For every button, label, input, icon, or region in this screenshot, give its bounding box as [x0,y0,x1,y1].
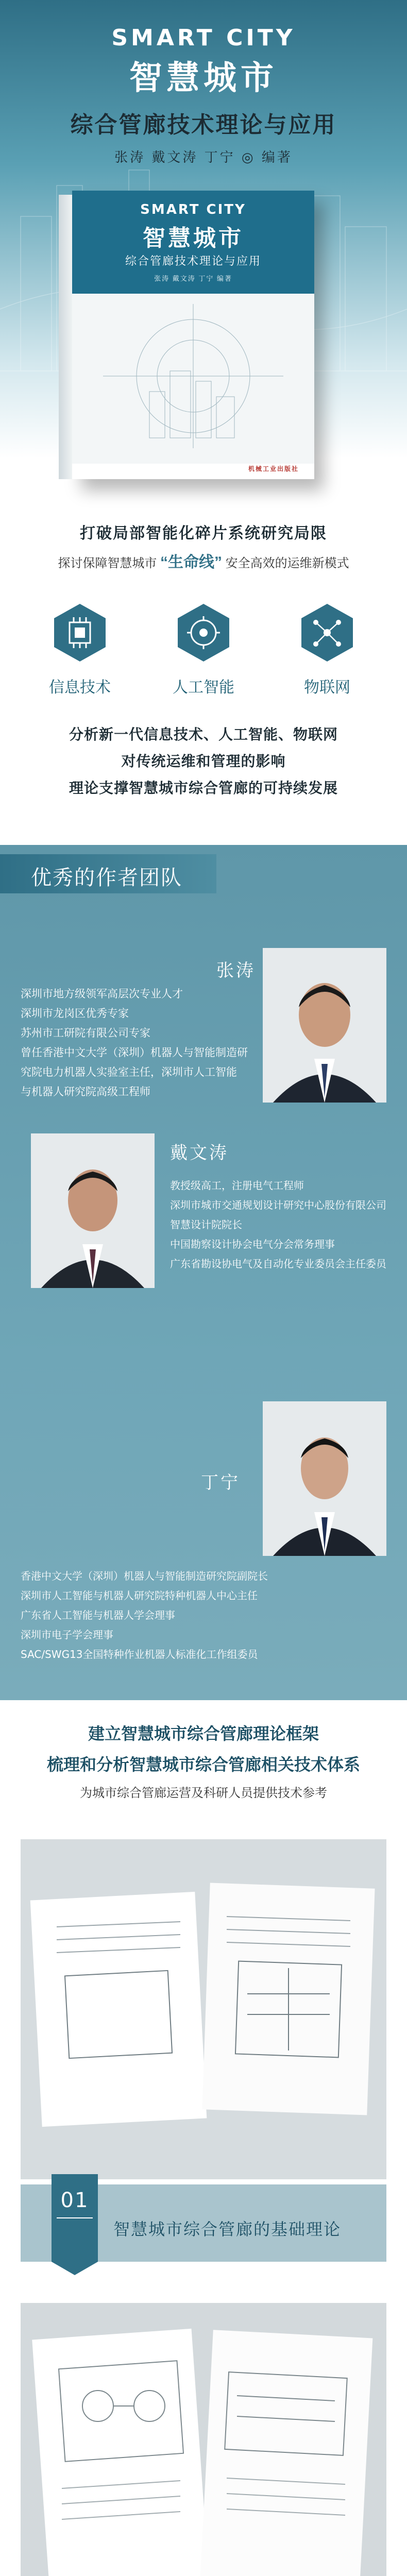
author-card-dai [0,1133,407,1401]
hero-authors: 张涛 戴文涛 丁宁 ◎ 编著 [114,150,293,165]
tagline: 打破局部智能化碎片系统研究局限 [80,524,327,543]
bio-line: 教授级高工，注册电气工程师 [170,1179,304,1192]
open-book-pages-image [21,2303,386,2576]
bio-line: 香港中文大学（深圳）机器人与智能制造研究院副院长 [21,1570,268,1582]
bio-line: 曾任香港中文大学（深圳）机器人与智能制造研 [21,1046,248,1059]
author-card-zhang [0,845,407,1133]
feature-title: 智慧城市综合管廊的基础理论 [113,2219,342,2239]
author-bio [170,1176,397,1274]
book-subtitle: 综合管廊技术理论与应用 [125,255,261,268]
hero-city-cn: 智慧城市 [129,59,278,97]
book-city-en: SMART CITY [140,202,246,217]
intro-line: 分析新一代信息技术、人工智能、物联网 [69,726,338,743]
intro-statement [0,721,407,845]
feature-number: 01 [60,2189,89,2212]
subtagline-highlight: “生命线” [160,554,222,571]
author-name: 戴文涛 [170,1143,229,1163]
intro-line: 对传统运维和管理的影响 [121,753,286,770]
hero-book-title: 综合管廊技术理论与应用 [70,112,337,138]
bio-line: 深圳市龙岗区优秀专家 [21,1007,129,1020]
book-cover [72,191,314,479]
bio-line: SAC/SWG13全国特种作业机器人标准化工作组委员 [21,1648,258,1660]
feature-photo [21,1839,386,2179]
book-spine [59,195,72,479]
badge-arrow [52,2262,98,2275]
bio-line: 与机器人研究院高级工程师 [21,1086,150,1098]
author-team-section [0,845,407,1700]
subtagline-suffix: 安全高效的运维新模式 [225,556,349,570]
portrait-icon [263,1401,386,1556]
portrait-icon [263,948,386,1103]
bio-line: 究院电力机器人实验室主任，深圳市人工智能 [21,1066,237,1078]
hero-section [0,0,407,587]
bio-line: 苏州市工研院有限公司专家 [21,1027,150,1039]
content-intro-line: 梳理和分析智慧城市综合管廊相关技术体系 [46,1755,360,1774]
feature-panel-01 [0,1829,407,2293]
book-publisher: 机械工业出版社 [248,465,299,472]
feature-photo [21,2303,386,2576]
author-photo [31,1133,155,1288]
feature-panel-02 [0,2293,407,2576]
author-name: 张涛 [216,960,256,981]
bio-line: 深圳市人工智能与机器人研究院特种机器人中心主任 [21,1589,258,1602]
bio-line: 广东省人工智能与机器人学会理事 [21,1609,175,1621]
bio-line: 广东省勘设协电气及自动化专业委员会主任委员 [170,1258,386,1270]
book-cover-band [72,191,314,294]
author-name: 丁宁 [201,1472,240,1493]
author-bio [21,1566,392,1664]
tech-item-ai [157,602,250,697]
intro-line: 理论支撑智慧城市综合管廊的可持续发展 [69,779,338,796]
tech-label: 物联网 [304,679,350,697]
bio-line: 中国勘察设计协会电气分会常务理事 [170,1238,335,1250]
tech-item-iot [281,602,374,697]
content-intro-line: 为城市综合管廊运营及科研人员提供技术参考 [80,1786,327,1800]
author-bio [21,984,247,1101]
tech-icons-section [0,587,407,721]
ai-icon [173,602,234,664]
subtagline-prefix: 探讨保障智慧城市 [58,556,157,570]
tech-item-info [33,602,126,697]
book-city-cn: 智慧城市 [143,225,244,251]
iot-icon [296,602,358,664]
content-intro-line: 建立智慧城市综合管廊理论框架 [88,1724,319,1743]
content-intro-section [0,1700,407,1829]
author-card-ding [0,1401,407,1700]
bio-line: 深圳市地方级领军高层次专业人才 [21,988,183,1000]
portrait-icon [31,1133,155,1288]
tech-label: 信息技术 [49,679,111,697]
book-cover-art [72,294,314,464]
bio-line: 深圳市电子学会理事 [21,1629,113,1641]
team-header-text: 优秀的作者团队 [31,866,182,890]
bio-line: 智慧设计院院长 [170,1218,242,1231]
subtagline [0,549,407,572]
hero-city-en: SMART CITY [111,25,296,51]
author-photo [263,948,386,1103]
tech-label: 人工智能 [173,679,234,697]
author-photo [263,1401,386,1556]
open-book-pages-image [21,1839,386,2179]
chip-icon [49,602,111,664]
book-authors: 张涛 戴文涛 丁宁 编著 [154,275,232,282]
feature-number-divider [57,2217,93,2218]
feature-number-badge [52,2174,98,2262]
bio-line: 深圳市城市交通规划设计研究中心股份有限公司 [170,1199,386,1211]
